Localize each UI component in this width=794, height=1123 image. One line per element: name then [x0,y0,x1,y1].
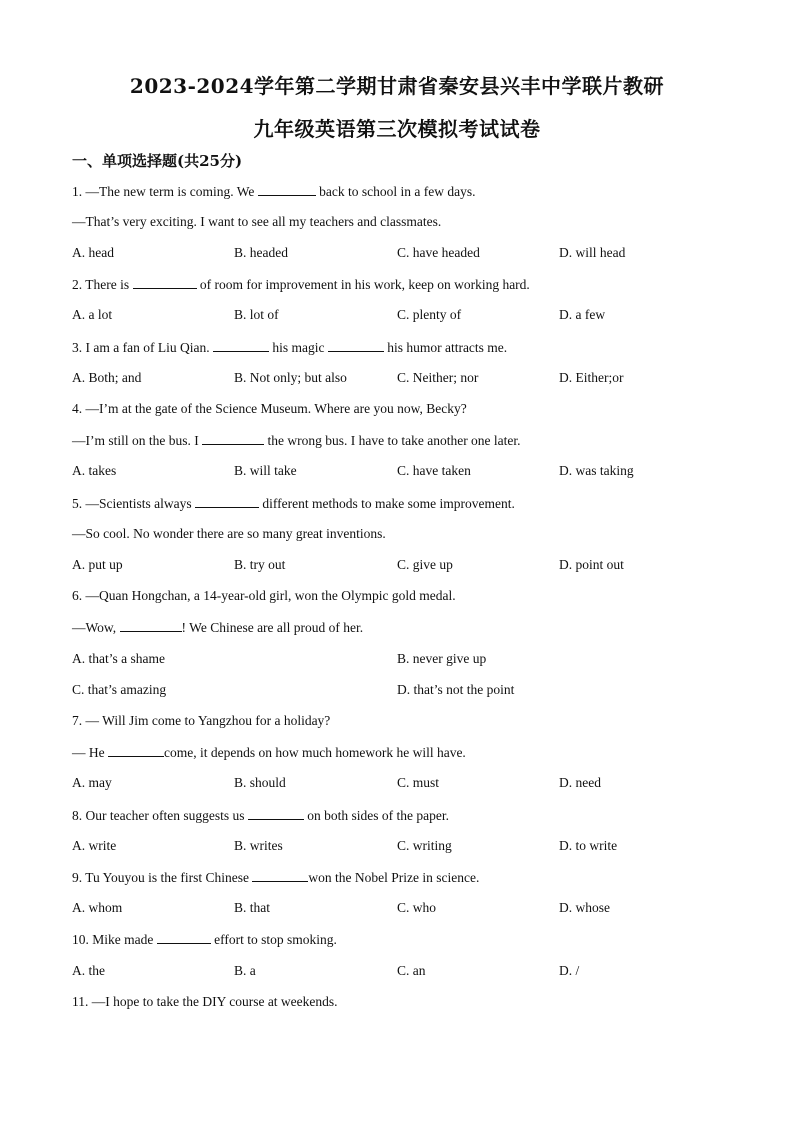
q8-option-c[interactable]: C. writing [397,838,452,853]
q5-stem-line1: 5. —Scientists always different methods to make some improvement. [72,496,515,511]
q8-option-b[interactable]: B. writes [234,838,283,853]
q8-option-d[interactable]: D. to write [559,838,618,853]
q5-option-d[interactable]: D. point out [559,557,624,572]
answer-blank [213,339,269,352]
q8-stem: 8. Our teacher often suggests us on both sides of the paper. [72,808,449,823]
q8-option-a[interactable]: A. write [72,838,117,853]
q6-option-a[interactable]: A. that’s a shame [72,651,165,666]
q1-option-b[interactable]: B. headed [234,245,288,260]
section-heading: 一、单项选择题(共25分) [72,152,243,170]
q2-stem: 2. There is of room for improvement in his work, keep on working hard. [72,277,530,292]
q3-option-d[interactable]: D. Either;or [559,370,624,385]
q6-options-row2 [72,682,752,698]
q9-option-c[interactable]: C. who [397,900,437,915]
q2-option-b[interactable]: B. lot of [234,307,279,322]
q3-stem: 3. I am a fan of Liu Qian. his magic his humor attracts me. [72,340,508,355]
q2-options [72,307,752,323]
q1-stem-line1: 1. —The new term is coming. We back to school in a few days. [72,184,476,199]
q1-options [72,245,752,261]
q6-option-c[interactable]: C. that’s amazing [72,682,167,697]
q4-option-a[interactable]: A. takes [72,463,117,478]
answer-blank [157,931,211,944]
q1-option-a[interactable]: A. head [72,245,114,260]
q1-stem-line2: —That’s very exciting. I want to see all my teachers and classmates. [72,214,442,229]
q4-option-d[interactable]: D. was taking [559,463,634,478]
q10-option-d[interactable]: D. / [559,963,580,978]
q9-option-a[interactable]: A. whom [72,900,123,915]
exam-title-line2: 九年级英语第三次模拟考试试卷 [253,117,541,141]
q7-option-b[interactable]: B. should [234,775,286,790]
answer-blank [328,339,384,352]
answer-blank [248,807,304,820]
q1-option-d[interactable]: D. will head [559,245,626,260]
answer-blank [120,619,182,632]
q6-stem-line1: 6. —Quan Hongchan, a 14-year-old girl, won the Olympic gold medal. [72,588,456,603]
q3-option-b[interactable]: B. Not only; but also [234,370,347,385]
q4-option-b[interactable]: B. will take [234,463,297,478]
q7-option-c[interactable]: C. must [397,775,440,790]
answer-blank [195,495,259,508]
q10-option-c[interactable]: C. an [397,963,426,978]
q7-stem-line2: — He come, it depends on how much homework he will have. [72,745,466,760]
q5-option-c[interactable]: C. give up [397,557,453,572]
q4-option-c[interactable]: C. have taken [397,463,471,478]
q5-option-a[interactable]: A. put up [72,557,123,572]
q7-option-a[interactable]: A. may [72,775,112,790]
q9-stem: 9. Tu Youyou is the first Chinese won the Nobel Prize in science. [72,870,480,885]
q8-options [72,838,752,854]
q6-stem-line2: —Wow, ! We Chinese are all proud of her. [72,620,364,635]
q10-option-a[interactable]: A. the [72,963,105,978]
q6-option-b[interactable]: B. never give up [397,651,487,666]
q9-option-d[interactable]: D. whose [559,900,610,915]
q4-stem-line2: —I’m still on the bus. I the wrong bus. I have to take another one later. [72,433,521,448]
exam-title-line1: 2023-2024学年第二学期甘肃省秦安县兴丰中学联片教研 [129,74,665,98]
q11-stem: 11. —I hope to take the DIY course at weekends. [72,994,338,1009]
q3-option-c[interactable]: C. Neither; nor [397,370,479,385]
q7-option-d[interactable]: D. need [559,775,601,790]
q2-option-d[interactable]: D. a few [559,307,606,322]
q3-options [72,370,752,386]
q4-stem-line1: 4. —I’m at the gate of the Science Museum. Where are you now, Becky? [72,401,467,416]
q9-option-b[interactable]: B. that [234,900,270,915]
q6-options-row1 [72,651,752,667]
q7-stem-line1: 7. — Will Jim come to Yangzhou for a holiday? [72,713,331,728]
q2-option-a[interactable]: A. a lot [72,307,113,322]
q1-option-c[interactable]: C. have headed [397,245,480,260]
q6-option-d[interactable]: D. that’s not the point [397,682,515,697]
answer-blank [252,869,308,882]
q2-option-c[interactable]: C. plenty of [397,307,462,322]
q7-options [72,775,752,791]
q5-stem-line2: —So cool. No wonder there are so many great inventions. [72,526,386,541]
q10-stem: 10. Mike made effort to stop smoking. [72,932,337,947]
answer-blank [202,432,264,445]
q5-options [72,557,752,573]
answer-blank [108,744,164,757]
q10-options [72,963,752,979]
q5-option-b[interactable]: B. try out [234,557,286,572]
q4-options [72,463,752,479]
answer-blank [133,276,197,289]
q3-option-a[interactable]: A. Both; and [72,370,142,385]
answer-blank [258,183,316,196]
q10-option-b[interactable]: B. a [234,963,256,978]
q9-options [72,900,752,916]
